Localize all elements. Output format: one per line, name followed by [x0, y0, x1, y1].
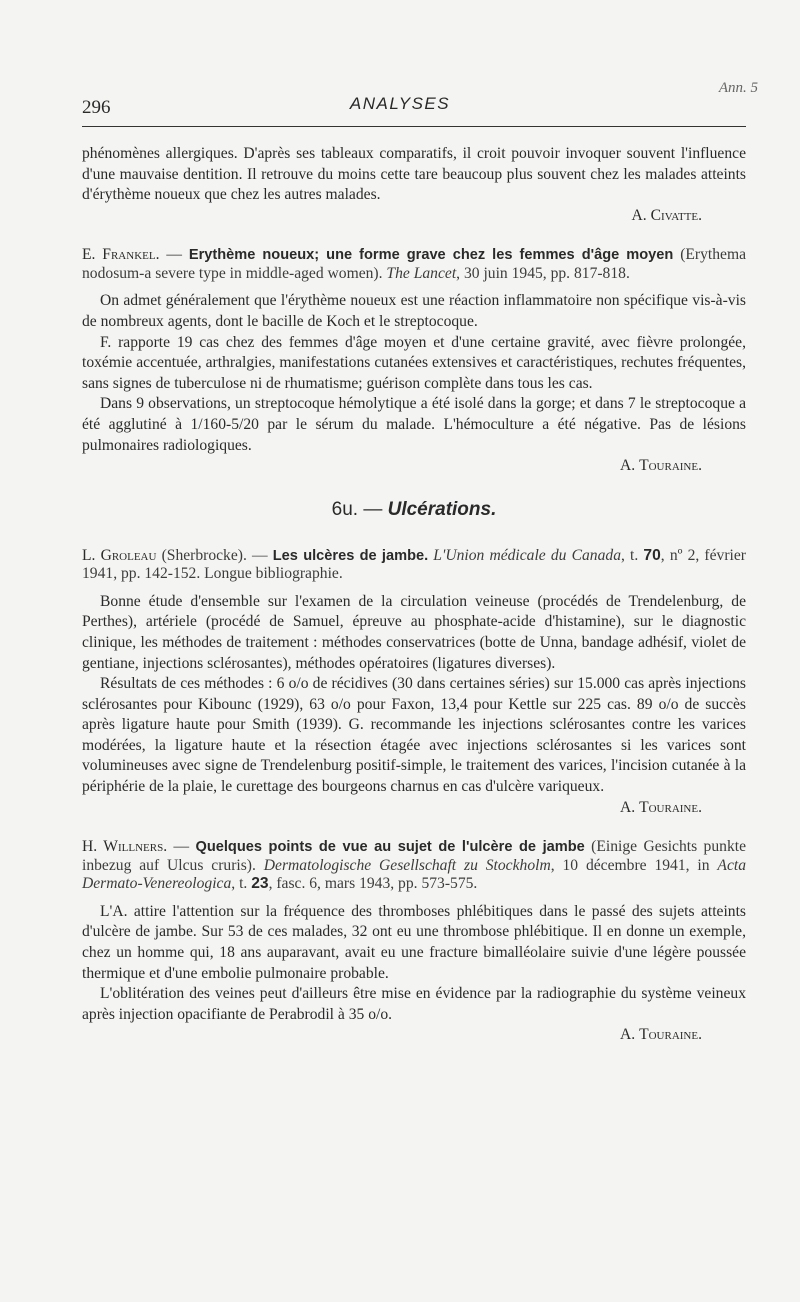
- signature-name: Touraine.: [639, 798, 702, 816]
- signature: [82, 1025, 746, 1046]
- body-paragraph: L'A. attire l'attention sur la fréquence des thromboses phlébitiques dans le passé des sujets atteints d'ulcère de jambe. Sur 53 de ces malades, 32 ont eu une thrombose phlébitique. Il en donne un exemple, chez un homme qui, 18 ans auparavant, avait eu une fracture bimalléolaire suivie d'une légère poussée thermique et d'une embolie pulmonaire probable.: [82, 902, 746, 982]
- body-paragraph: Bonne étude d'ensemble sur l'examen de la circulation veineuse (procédés de Trendelenburg, de Perthes), artériele (procédé de Samuel, épreuve au phosphate-acide d'histamine), sur le diagnostic clinique, les méthodes de traitement : méthodes conservatrices (botte de Unna, bandage adhésif, violet de gentiane, injections sclérosantes), méthodes opératoires (ligatures diverses).: [82, 592, 746, 672]
- volume-prefix: , t.: [231, 875, 252, 893]
- volume-number: 70: [643, 546, 661, 564]
- volume-number: 23: [251, 875, 269, 893]
- handwritten-annotation: Ann. 5: [718, 80, 758, 96]
- article-citation: , nº 2, février 1941, pp. 142-152. Longue bibliographie.: [82, 546, 746, 583]
- signature: [82, 798, 746, 819]
- subsection-dash: —: [358, 498, 388, 520]
- signature-name: Touraine.: [639, 457, 702, 475]
- page-body: [82, 144, 746, 1046]
- signature-initial: A.: [620, 798, 636, 816]
- article-reference: [82, 547, 746, 584]
- signature: [82, 206, 746, 227]
- article-subtitle: (Erythema nodosum-a severe type in middle-aged women).: [82, 246, 746, 282]
- subsection-heading: [82, 499, 746, 521]
- article-willners: [82, 838, 746, 894]
- separator: —: [159, 246, 189, 264]
- article-author: L. Groleau: [82, 546, 157, 564]
- header-rule: [82, 126, 746, 127]
- article-affiliation: (Sherbrocke). —: [156, 546, 273, 564]
- journal-name: The Lancet: [386, 264, 457, 282]
- body-paragraph: Dans 9 observations, un streptocoque hémolytique a été isolé dans la gorge; et dans 7 le streptocoque a été agglutiné à 1/160-5/20 par le sérum du malade. L'hémoculture a été négative. Pas de lésions pulmonaires radiologiques.: [82, 395, 746, 454]
- article-reference: [82, 838, 746, 894]
- article-title: Les ulcères de jambe.: [272, 547, 429, 564]
- signature-initial: A.: [620, 1026, 636, 1044]
- article-title: Quelques points de vue au sujet de l'ulcère de jambe: [195, 839, 585, 856]
- page-number: 296: [82, 97, 111, 118]
- separator: —: [167, 838, 196, 856]
- citation-date: , 10 décembre 1941, in: [550, 856, 718, 874]
- article-author: H. Willners.: [82, 838, 168, 856]
- signature-initial: A.: [631, 206, 647, 224]
- body-paragraph: On admet généralement que l'érythème noueux est une réaction inflammatoire non spécifique vis-à-vis de nombreux agents, dont le bacille de Koch et le streptocoque.: [82, 292, 746, 330]
- article-frankel: [82, 246, 746, 283]
- signature-initial: A.: [620, 457, 636, 475]
- body-paragraph: L'oblitération des veines peut d'ailleurs être mise en évidence par la radiographie du système veineux après injection opacifiante de Perabrodil à 35 o/o.: [82, 985, 746, 1023]
- intro-paragraph: phénomènes allergiques. D'après ses tableaux comparatifs, il croit pouvoir invoquer souvent l'influence d'une mauvaise dentition. Il retrouve du moins cette tare beaucoup plus souvent chez les malades atteints d'érythème noueux que chez les autres malades.: [82, 145, 746, 204]
- signature-name: Touraine.: [639, 1026, 702, 1044]
- article-citation: , fasc. 6, mars 1943, pp. 573-575.: [268, 875, 478, 893]
- journal-name: Acta Dermato-Venereologica: [82, 856, 746, 893]
- subsection-title: Ulcérations.: [387, 498, 497, 520]
- subsection-number: 6u.: [331, 498, 359, 520]
- society-name: Dermatologische Gesellschaft zu Stockholm: [263, 856, 551, 874]
- article-groleau: [82, 547, 746, 584]
- article-citation: , 30 juin 1945, pp. 817-818.: [456, 264, 630, 282]
- article-author: E. Frankel.: [82, 246, 160, 264]
- volume-prefix: , t.: [621, 546, 644, 564]
- journal-name: L'Union médicale du Canada: [428, 546, 621, 564]
- running-head: ANALYSES: [349, 94, 451, 113]
- article-title: Erythème noueux; une forme grave chez les femmes d'âge moyen: [188, 247, 674, 264]
- body-paragraph: Résultats de ces méthodes : 6 o/o de récidives (30 dans certaines séries) sur 15.000 cas après injections sclérosantes pour Kibounc (1929), 63 o/o pour Faxon, 13,4 pour Kettle sur 225 cas. 89 o/o de succès après ligature haute pour Smith (1939). G. recommande les injections sclérosantes contre les varices modérées, la ligature haute et la résection étagée avec injections sclérosantes si les varices sont volumineuses avec signe de Trendelenburg positif-simple, le traitement des varices, l'incision cutanée à la périphérie de la plaie, le curettage des bourgeons charnus en cas d'ulcère variqueux.: [82, 675, 746, 796]
- article-subtitle: (Einige Gesichts punkte inbezug auf Ulcus cruris).: [82, 838, 746, 874]
- signature-name: Civatte.: [650, 206, 702, 224]
- article-reference: [82, 246, 746, 283]
- signature: [82, 456, 746, 477]
- body-paragraph: F. rapporte 19 cas chez des femmes d'âge moyen et d'une certaine gravité, avec fièvre prolongée, toxémie accentuée, arthralgies, manifestations cutanées extensives et caractéristiques, rechutes fréquentes, sans signes de tuberculose ni de rhumatisme; guérison complète dans tous les cas.: [82, 333, 746, 392]
